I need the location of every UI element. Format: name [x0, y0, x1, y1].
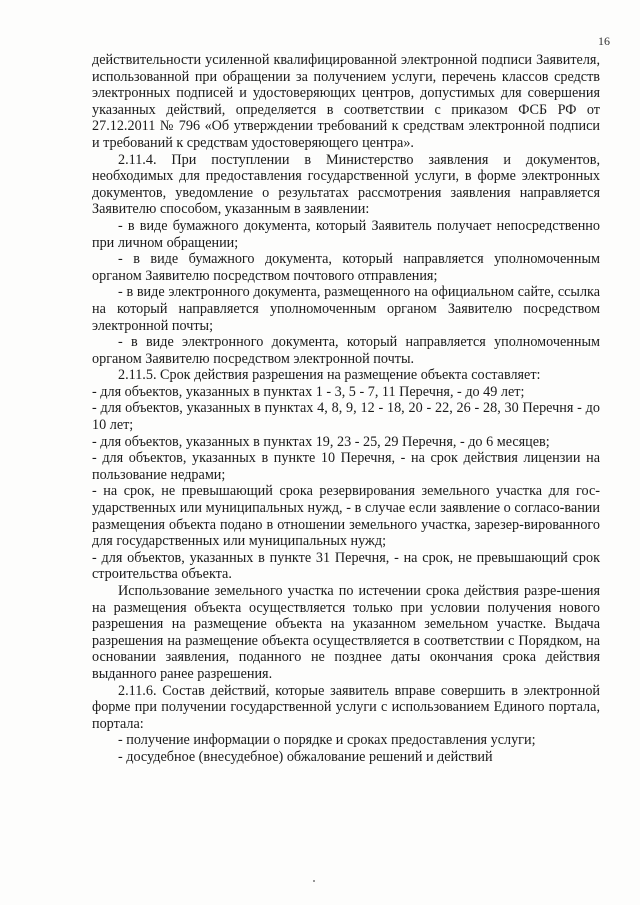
- paragraph: Использование земельного участка по истечении срока действия разре-шения на размещения объекта осуществляется только при условии получения нового разрешения на размещение объекта на указанном земельном участке. Выдача разрешения на размещение объекта осуществляется в соответствии с Порядком, на основании заявления, поданного не позднее даты окончания срока действия выданного ранее разрешения.: [92, 583, 600, 682]
- paragraph: 2.11.6. Состав действий, которые заявитель вправе совершить в электронной форме при получении государственной услуги с использованием Единого портала, портала:: [92, 682, 600, 732]
- page-number: 16: [598, 34, 610, 48]
- paragraph: действительности усиленной квалифицированной электронной подписи Заявителя, использованной при обращении за получением услуги, перечень классов средств электронных подписей и удостоверяющих центров, допустимых для совершения указанных действий, определяется в соответствии с приказом ФСБ РФ от 27.12.2011 № 796 «Об утверждении требований к средствам электронной подписи и требований к средствам удостоверяющего центра».: [92, 52, 600, 151]
- document-body: [92, 52, 600, 766]
- paragraph: 2.11.4. При поступлении в Министерство заявления и документов, необходимых для предоставления государственной услуги, в форме электронных документов, уведомление о результатах рассмотрения заявления направляется Заявителю способом, указанным в заявлении:: [92, 151, 600, 218]
- list-item: - в виде электронного документа, размещенного на официальном сайте, ссылка на который направляется уполномоченным органом Заявителю посредством электронной почты;: [92, 284, 600, 334]
- list-item: - для объектов, указанных в пункте 31 Перечня, - на срок, не превышающий срок строительства объекта.: [92, 549, 600, 583]
- list-item: - для объектов, указанных в пункте 10 Перечня, - на срок действия лицензии на пользование недрами;: [92, 450, 600, 483]
- list-item: - досудебное (внесудебное) обжалование решений и действий: [118, 748, 493, 765]
- scan-speck: [313, 880, 315, 882]
- list-item: - в виде бумажного документа, который направляется уполномоченным органом Заявителю посредством почтового отправления;: [92, 251, 600, 284]
- list-item: - в виде электронного документа, который направляется уполномоченным органом Заявителю посредством электронной почты.: [92, 334, 600, 367]
- list-item: - для объектов, указанных в пунктах 4, 8, 9, 12 - 18, 20 - 22, 26 - 28, 30 Перечня - до 10 лет;: [92, 400, 600, 434]
- list-item: - для объектов, указанных в пунктах 19, 23 - 25, 29 Перечня, - до 6 месяцев;: [92, 433, 550, 450]
- list-item: - для объектов, указанных в пунктах 1 - 3, 5 - 7, 11 Перечня, - до 49 лет;: [92, 383, 525, 400]
- list-item: - в виде бумажного документа, который Заявитель получает непосредственно при личном обращении;: [92, 217, 600, 251]
- list-item: - получение информации о порядке и сроках предоставления услуги;: [118, 732, 536, 749]
- paragraph: 2.11.5. Срок действия разрешения на размещение объекта составляет:: [118, 367, 541, 384]
- list-item: - на срок, не превышающий срока резервирования земельного участка для гос-ударственных или муниципальных нужд, - в случае если заявление о согласо-вании размещения объекта подано в отношении земельного участка, зарезер-вированного для государственных или муниципальных нужд;: [92, 483, 600, 550]
